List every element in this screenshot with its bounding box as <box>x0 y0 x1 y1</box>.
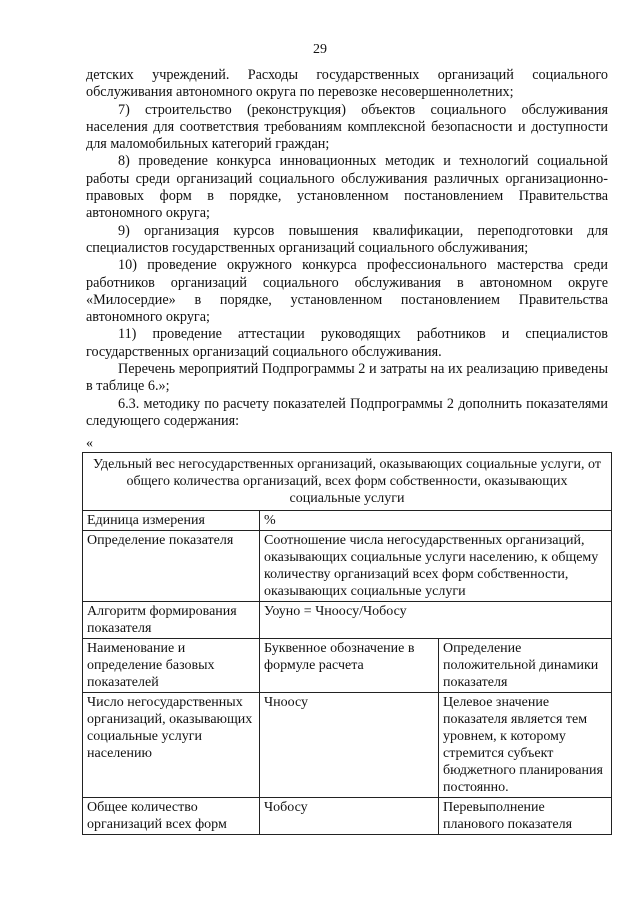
column-header-symbol: Буквенное обозначение в формуле расчета <box>260 639 439 693</box>
paragraph-item-10: 10) проведение окружного конкурса профессионального мастерства среди работников организаций социального обслуживания в автономном округе «Милосердие» в порядке, установленном постановлением Правительства автономного округа; <box>86 257 608 326</box>
page-number: 29 <box>313 42 327 57</box>
table-row-unit <box>83 511 612 531</box>
algorithm-value: Уоуно = Чноосу/Чобосу <box>260 602 612 639</box>
table-row <box>83 693 612 798</box>
table-title-row <box>83 453 612 511</box>
algorithm-label: Алгоритм формирования показателя <box>83 602 260 639</box>
definition-value: Соотношение числа негосударственных организаций, оказывающих социальные услуги населению, к общему количеству организаций всех форм собственности, оказывающих социальные услуги <box>260 531 612 602</box>
paragraph-item-8: 8) проведение конкурса инновационных методик и технологий социальной работы среди организаций социального обслуживания различных организационно-правовых форм в порядке, установленном постановлением Правительства автономного округа; <box>86 153 608 222</box>
paragraph-item-9: 9) организация курсов повышения квалификации, переподготовки для специалистов государственных организаций социального обслуживания; <box>86 222 608 256</box>
column-header-name: Наименование и определение базовых показателей <box>83 639 260 693</box>
table-title: Удельный вес негосударственных организаций, оказывающих социальные услуги, от общего количества организаций, всех форм собственности, оказывающих социальные услуги <box>83 453 612 511</box>
row1-dynamics: Целевое значение показателя является тем уровнем, к которому стремится субъект бюджетного планирования постоянно. <box>439 693 612 798</box>
row1-symbol: Чноосу <box>260 693 439 798</box>
column-header-dynamics: Определение положительной динамики показателя <box>439 639 612 693</box>
table-row <box>83 798 612 835</box>
paragraph-continuation: детских учреждений. Расходы государственных организаций социального обслуживания автономного округа по перевозке несовершеннолетних; <box>86 67 608 101</box>
paragraph-methodology: 6.3. методику по расчету показателей Подпрограммы 2 дополнить показателями следующего содержания: <box>86 395 608 429</box>
row2-dynamics: Перевыполнение планового показателя <box>439 798 612 835</box>
definition-label: Определение показателя <box>83 531 260 602</box>
row2-symbol: Чобосу <box>260 798 439 835</box>
row2-name: Общее количество организаций всех форм <box>83 798 260 835</box>
unit-label: Единица измерения <box>83 511 260 531</box>
paragraph-item-11: 11) проведение аттестации руководящих работников и специалистов государственных организаций социального обслуживания. <box>86 326 608 360</box>
table-row-definition <box>83 531 612 602</box>
paragraph-item-7: 7) строительство (реконструкция) объектов социального обслуживания населения для соответствия требованиям комплексной безопасности и доступности для маломобильных категорий граждан; <box>86 101 608 153</box>
table-row-algorithm <box>83 602 612 639</box>
row1-name: Число негосударственных организаций, оказывающих социальные услуги населению <box>83 693 260 798</box>
table-header-row <box>83 639 612 693</box>
unit-value: % <box>260 511 612 531</box>
body-text <box>86 67 608 430</box>
paragraph-table-reference: Перечень мероприятий Подпрограммы 2 и затраты на их реализацию приведены в таблице 6.»; <box>86 361 608 395</box>
opening-quote: « <box>86 436 93 451</box>
indicator-table <box>82 452 612 835</box>
